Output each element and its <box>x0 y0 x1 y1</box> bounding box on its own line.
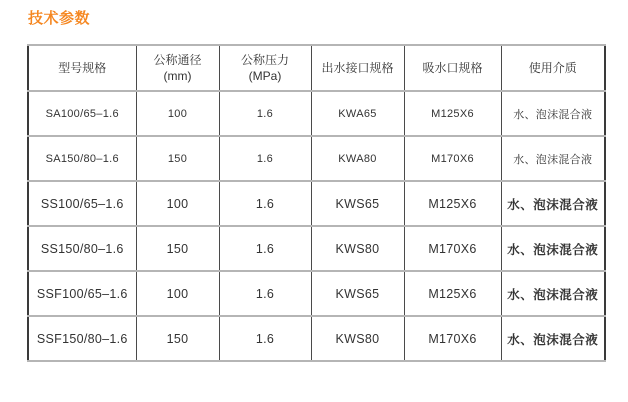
cell-pressure: 1.6 <box>219 316 311 361</box>
cell-model: SA150/80–1.6 <box>28 136 136 181</box>
cell-outlet: KWS65 <box>311 181 404 226</box>
header-label: 使用介质 <box>528 60 577 75</box>
header-label: 公称通径 <box>153 52 202 67</box>
header-row <box>28 45 605 91</box>
header-cell-medium <box>501 45 605 91</box>
table-row <box>28 316 605 361</box>
cell-medium: 水、泡沫混合液 <box>501 181 605 226</box>
header-label: 公称压力 <box>240 52 289 67</box>
cell-pressure: 1.6 <box>219 91 311 136</box>
cell-suction: M125X6 <box>404 271 501 316</box>
table-row <box>28 91 605 136</box>
header-label: 出水接口规格 <box>321 60 394 75</box>
spec-table-body <box>28 91 605 361</box>
table-row <box>28 181 605 226</box>
cell-medium: 水、泡沫混合液 <box>501 136 605 181</box>
cell-outlet: KWS80 <box>311 316 404 361</box>
cell-outlet: KWA65 <box>311 91 404 136</box>
cell-model: SSF100/65–1.6 <box>28 271 136 316</box>
cell-diameter: 150 <box>136 316 219 361</box>
header-cell-model <box>28 45 136 91</box>
cell-diameter: 100 <box>136 91 219 136</box>
header-sublabel: (mm) <box>163 68 192 83</box>
cell-suction: M170X6 <box>404 316 501 361</box>
header-cell-diameter <box>136 45 219 91</box>
cell-diameter: 150 <box>136 226 219 271</box>
spec-table-head <box>28 45 605 91</box>
cell-diameter: 100 <box>136 271 219 316</box>
cell-suction: M125X6 <box>404 91 501 136</box>
cell-pressure: 1.6 <box>219 136 311 181</box>
header-cell-outlet <box>311 45 404 91</box>
cell-diameter: 150 <box>136 136 219 181</box>
cell-medium: 水、泡沫混合液 <box>501 226 605 271</box>
spec-table <box>27 44 606 362</box>
cell-pressure: 1.6 <box>219 181 311 226</box>
cell-pressure: 1.6 <box>219 226 311 271</box>
header-cell-suction <box>404 45 501 91</box>
header-label: 吸水口规格 <box>422 60 483 75</box>
cell-medium: 水、泡沫混合液 <box>501 271 605 316</box>
page-title: 技术参数 <box>28 10 91 27</box>
cell-model: SS150/80–1.6 <box>28 226 136 271</box>
cell-model: SA100/65–1.6 <box>28 91 136 136</box>
cell-diameter: 100 <box>136 181 219 226</box>
cell-medium: 水、泡沫混合液 <box>501 91 605 136</box>
table-row <box>28 271 605 316</box>
cell-outlet: KWS80 <box>311 226 404 271</box>
cell-model: SS100/65–1.6 <box>28 181 136 226</box>
cell-pressure: 1.6 <box>219 271 311 316</box>
header-label: 型号规格 <box>58 60 107 75</box>
cell-medium: 水、泡沫混合液 <box>501 316 605 361</box>
cell-outlet: KWS65 <box>311 271 404 316</box>
cell-suction: M125X6 <box>404 181 501 226</box>
cell-suction: M170X6 <box>404 226 501 271</box>
header-sublabel: (MPa) <box>248 68 282 83</box>
table-row <box>28 136 605 181</box>
cell-model: SSF150/80–1.6 <box>28 316 136 361</box>
header-cell-pressure <box>219 45 311 91</box>
cell-outlet: KWA80 <box>311 136 404 181</box>
table-row <box>28 226 605 271</box>
cell-suction: M170X6 <box>404 136 501 181</box>
